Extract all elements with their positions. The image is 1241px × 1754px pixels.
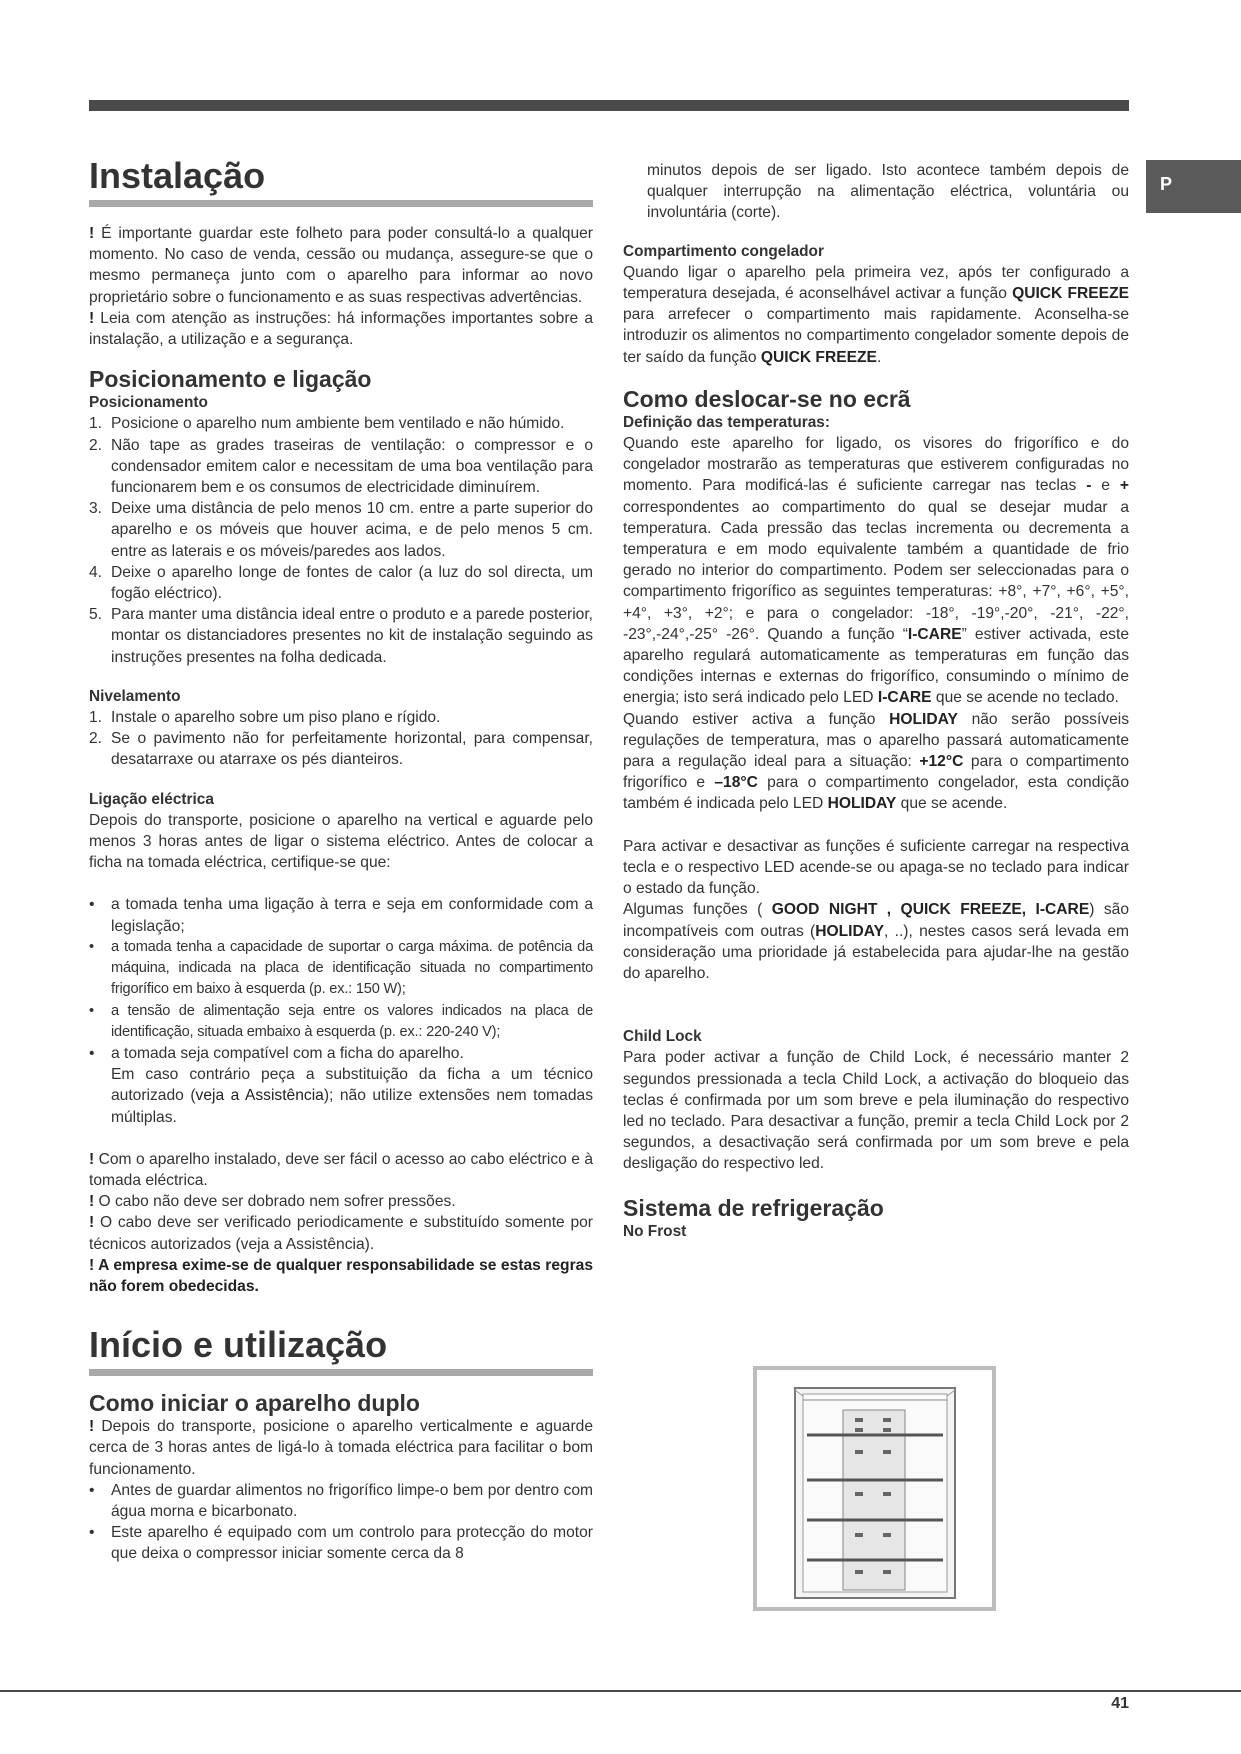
electrical-bullets: [89, 894, 593, 1064]
subheading-electrical: Ligação eléctrica: [89, 790, 214, 808]
list-item: 4. Deixe o aparelho longe de fontes de calor (a luz do sol directa, um fogão eléctrico).: [89, 563, 593, 603]
fridge-interior-illustration: [753, 1366, 996, 1611]
electrical-paragraph: Depois do transporte, posicione o aparelho na vertical e aguarde pelo menos 3 horas antes de ligar o sistema eléctrico. Antes de colocar a ficha na tomada eléctrica, certifique-se que:: [89, 811, 593, 872]
list-item: • Antes de guardar alimentos no frigorífico limpe-o bem por dentro com água morna e bicarbonato.: [89, 1481, 593, 1520]
incompatible-paragraph: Algumas funções ( GOOD NIGHT , QUICK FREEZE, I-CARE) são incompatíveis com outras (HOLIDAY, ..), nestes casos será levada em consideração uma prioridade já estabelecida para ajudar-lhe na gestão do aparelho.: [623, 901, 1129, 982]
assistance-link[interactable]: veja a Assistência: [195, 1087, 324, 1105]
list-item: • a tensão de alimentação seja entre os valores indicados na placa de identificação, situada embaixo à esquerda (p. ex.: 220-240 V);: [89, 1002, 593, 1040]
subheading-child-lock: Child Lock: [623, 1028, 702, 1046]
list-item: • a tomada tenha uma ligação à terra e seja em conformidade com a legislação;: [89, 896, 593, 935]
electrical-extra: Em caso contrário peça a substituição da ficha a um técnico autorizado (veja a Assistência); não utilize extensões nem tomadas múltiplas.: [111, 1066, 593, 1126]
subheading-positioning: Posicionamento: [89, 394, 208, 412]
bottom-rule: [0, 1690, 1241, 1692]
fridge-drawing: [757, 1370, 992, 1607]
child-lock-paragraph: Para poder activar a função de Child Lock, é necessário manter 2 segundos pressionada a tecla Child Lock, a activação do bloqueio das teclas é confirmada por um som breve e pela iluminação do respectivo led no teclado. Para desactivar a função, premir a tecla Child Lock por 2 segundos, a desactivação será confirmada por um som breve e pela desligação do respectivo led.: [623, 1049, 1129, 1173]
list-item: • a tomada tenha a capacidade de suportar o carga máxima. de potência da máquina, indicada na placa de identificação situada no compartimento frigorífico em baixo à esquerda (p. ex.: 150 W);: [89, 938, 593, 998]
subheading-temperatures: Definição das temperaturas:: [623, 413, 830, 431]
heading-display-navigation: Como deslocar-se no ecrã: [623, 385, 911, 412]
list-item: 3. Deixe uma distância de pelo menos 10 cm. entre a parte superior do aparelho e os móveis que houver acima, e de pelo menos 5 cm. entre as laterais e os móveis/paredes aos lados.: [89, 500, 593, 560]
list-item: 1. Posicione o aparelho num ambiente bem ventilado e não húmido.: [89, 415, 565, 433]
language-tab: P: [1146, 160, 1241, 213]
list-item: 1. Instale o aparelho sobre um piso plano e rígido.: [89, 709, 441, 727]
heading-cooling-system: Sistema de refrigeração: [623, 1194, 884, 1221]
warning-4: ! A empresa exime-se de qualquer responsabilidade se estas regras não forem obedecidas.: [89, 1256, 593, 1295]
top-rule: [89, 100, 1129, 111]
subheading-leveling: Nivelamento: [89, 687, 181, 705]
start-paragraph: ! Depois do transporte, posicione o aparelho verticalmente e aguarde cerca de 3 horas antes de ligá-lo à tomada eléctrica para facilitar o bom funcionamento.: [89, 1418, 593, 1478]
start-bullets: [89, 1480, 593, 1565]
list-item: • Este aparelho é equipado com um controlo para protecção do motor que deixa o compressor iniciar somente cerca da 8: [89, 1524, 593, 1563]
list-item: 5. Para manter uma distância ideal entre o produto e a parede posterior, montar os distanciadores presentes no kit de instalação seguindo as instruções presentes na folha dedicada.: [89, 606, 593, 666]
subheading-freezer: Compartimento congelador: [623, 242, 824, 260]
list-item: 2. Não tape as grades traseiras de ventilação: o compressor e o condensador emitem calor e necessitam de uma boa ventilação para funcionarem bem e os consumos de electricidade diminuírem.: [89, 436, 593, 497]
warning-3: ! O cabo deve ser verificado periodicamente e substituído somente por técnicos autorizados (veja a Assistência).: [89, 1214, 593, 1253]
warning-1: ! Com o aparelho instalado, deve ser fácil o acesso ao cabo eléctrico e à tomada eléctrica.: [89, 1150, 593, 1189]
section-title-installation: Instalação: [89, 156, 593, 207]
right-column: [623, 160, 1129, 1242]
heading-positioning-connection: Posicionamento e ligação: [89, 366, 372, 393]
page-number: 41: [1111, 1695, 1129, 1712]
heading-start-appliance: Como iniciar o aparelho duplo: [89, 1390, 420, 1417]
holiday-paragraph: Quando estiver activa a função HOLIDAY não serão possíveis regulações de temperatura, mas o aparelho passará automaticamente para a regulação ideal para a situação: +12°C para o compartimento frigorífico e –18°C para o compartimento congelador, esta condição também é indicada pelo LED HOLIDAY que se acende.: [623, 710, 1130, 813]
functions-paragraph: Para activar e desactivar as funções é suficiente carregar na respectiva tecla e o respectivo LED acende-se ou apaga-se no teclado para indicar o estado da função.: [623, 837, 1129, 898]
list-item: • a tomada seja compatível com a ficha do aparelho.: [89, 1044, 464, 1062]
freezer-paragraph: Quando ligar o aparelho pela primeira vez, após ter configurado a temperatura desejada, é aconselhável activar a função QUICK FREEZE para arrefecer o compartimento mais rapidamente. Aconselha-se introduzir os alimentos no compartimento congelador somente depois de ter saído da função QUICK FREEZE.: [623, 263, 1129, 366]
leveling-list: [89, 707, 593, 771]
section-title-start-use: Início e utilização: [89, 1325, 593, 1376]
temperature-paragraph: Quando este aparelho for ligado, os visores do frigorífico e do congelador mostrarão as temperaturas que estiverem configuradas no momento. Para modificá-las é suficiente carregar nas teclas - e + correspondentes ao compartimento do qual se desejar mudar a temperatura. Cada pressão das teclas incrementa ou decrementa a temperatura e em modo equivalente também a quantidade de frio gerado no interior do compartimento. Podem ser seleccionadas para o compartimento frigorífico as seguintes temperaturas: +8°, +7°, +6°, +5°, +4°, +3°, +2°; e para o congelador: -18°, -19°,-20°, -21°, -22°, -23°,-24°,-25° -26°. Quando a função “I-CARE” estiver activada, este aparelho regulará automaticamente as temperaturas em função das condições internas e externas do frigorífico, consumindo o mínimo de energia; isto será indicado pelo LED I-CARE que se acende no teclado.: [623, 435, 1129, 707]
intro-paragraph-2: ! Leia com atenção as instruções: há informações importantes sobre a instalação, a utilização e a segurança.: [89, 309, 593, 349]
left-column: [89, 156, 593, 1565]
intro-paragraph-1: ! É importante guardar este folheto para poder consultá-lo a qualquer momento. No caso de venda, cessão ou mudança, assegure-se que o mesmo permaneça junto com o aparelho para informar ao novo proprietário sobre o funcionamento e as suas respectivas advertências.: [89, 225, 593, 306]
list-item: 2. Se o pavimento não for perfeitamente horizontal, para compensar, desatarraxe ou atarraxe os pés dianteiros.: [89, 730, 593, 769]
positioning-list: [89, 413, 593, 667]
subheading-no-frost: No Frost: [623, 1222, 687, 1240]
continued-text: minutos depois de ser ligado. Isto acontece também depois de qualquer interrupção na alimentação eléctrica, voluntária ou involuntária (corte).: [647, 162, 1129, 222]
warning-2: ! O cabo não deve ser dobrado nem sofrer pressões.: [89, 1193, 456, 1211]
